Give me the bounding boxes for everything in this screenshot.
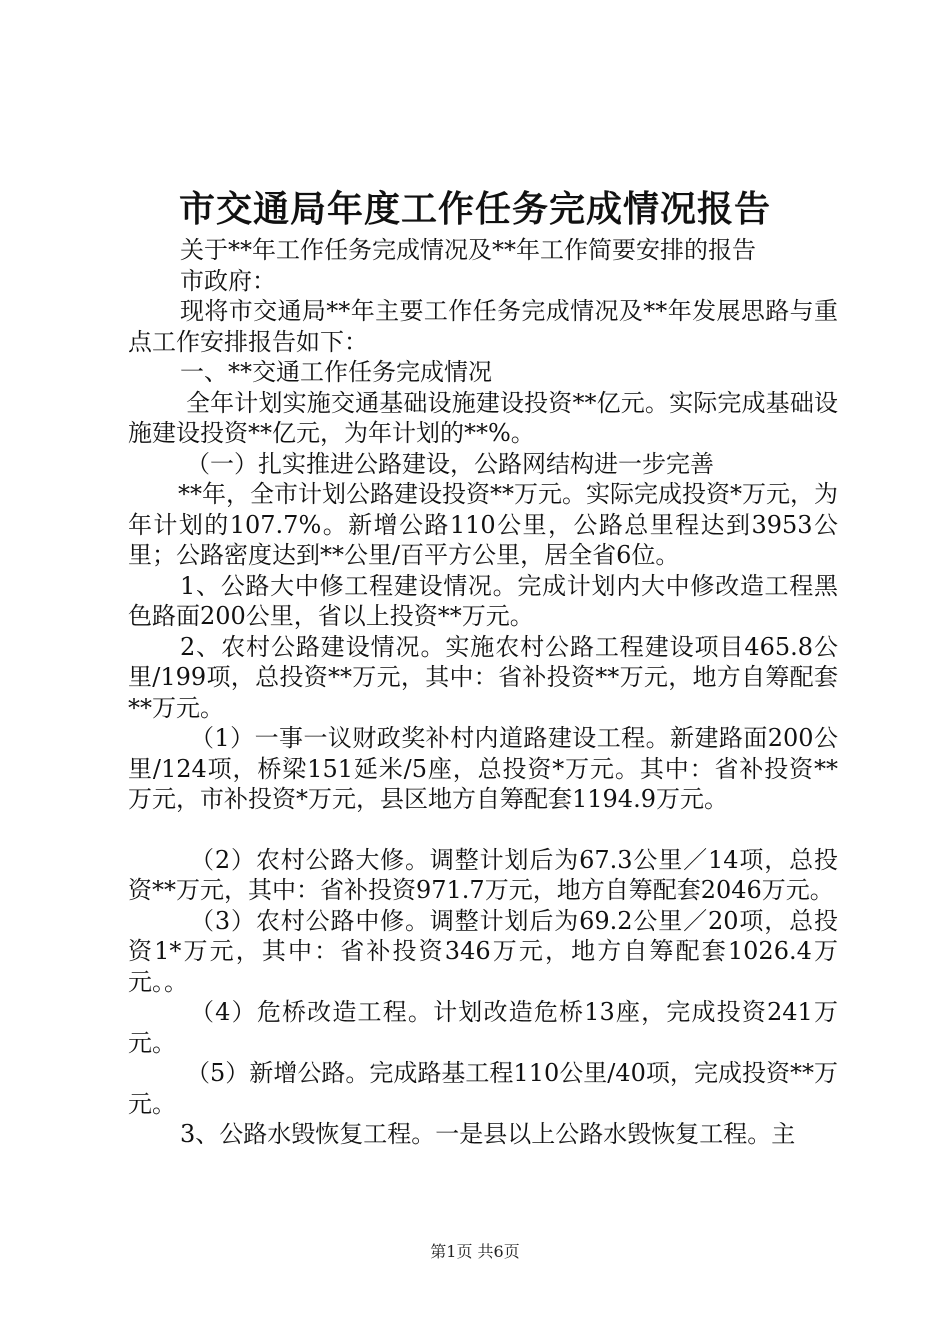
paragraph-item-2: 2、农村公路建设情况。实施农村公路工程建设项目465.8公里/199项，总投资**万元，其中：省补投资**万元，地方自筹配套**万元。 xyxy=(128,632,838,722)
paragraph-item-1: 1、公路大中修工程建设情况。完成计划内大中修改造工程黑色路面200公里，省以上投资**万元。 xyxy=(128,571,838,630)
report-subtitle: 关于**年工作任务完成情况及**年工作简要安排的报告 xyxy=(180,236,756,264)
paragraph-road-construction: **年，全市计划公路建设投资**万元。实际完成投资*万元，为年计划的107.7%。新增公路110公里，公路总里程达到3953公里；公路密度达到**公里/百平方公里，居全省6位。 xyxy=(128,480,838,569)
paragraph-item-2-2: （2）农村公路大修。调整计划后为67.3公里／14项，总投资**万元，其中：省补投资971.7万元，地方自筹配套2046万元。 xyxy=(128,845,838,904)
paragraph-item-2-1: （1）一事一议财政奖补村内道路建设工程。新建路面200公里/124项，桥梁151延米/5座，总投资*万元。其中：省补投资**万元，市补投资*万元，县区地方自筹配套1194.9万元。 xyxy=(128,724,838,813)
document-body xyxy=(128,235,838,1150)
paragraph-item-2-5: （5）新增公路。完成路基工程110公里/40项，完成投资**万元。 xyxy=(128,1059,838,1118)
document-title: 市交通局年度工作任务完成情况报告 xyxy=(178,188,771,230)
salutation: 市政府： xyxy=(180,266,276,295)
paragraph-item-3: 3、公路水毁恢复工程。一是县以上公路水毁恢复工程。主 xyxy=(180,1120,796,1148)
paragraph-intro: 现将市交通局**年主要工作任务完成情况及**年发展思路与重点工作安排报告如下： xyxy=(128,297,838,356)
paragraph-item-2-3: （3）农村公路中修。调整计划后为69.2公里／20项，总投资1*万元，其中：省补投资346万元，地方自筹配套1026.4万元。。 xyxy=(128,906,838,996)
section-heading-1: 一、**交通工作任务完成情况 xyxy=(180,358,492,386)
paragraph-spacer xyxy=(128,815,838,845)
paragraph-item-2-4: （4）危桥改造工程。计划改造危桥13座，完成投资241万元。 xyxy=(128,998,838,1057)
paragraph-investment-summary: 全年计划实施交通基础设施建设投资**亿元。实际完成基础设施建设投资**亿元，为年计划的**%。 xyxy=(128,388,838,447)
subsection-heading-1: （一）扎实推进公路建设，公路网结构进一步完善 xyxy=(186,449,714,478)
page-number-footer: 第1页 共6页 xyxy=(430,1242,520,1261)
